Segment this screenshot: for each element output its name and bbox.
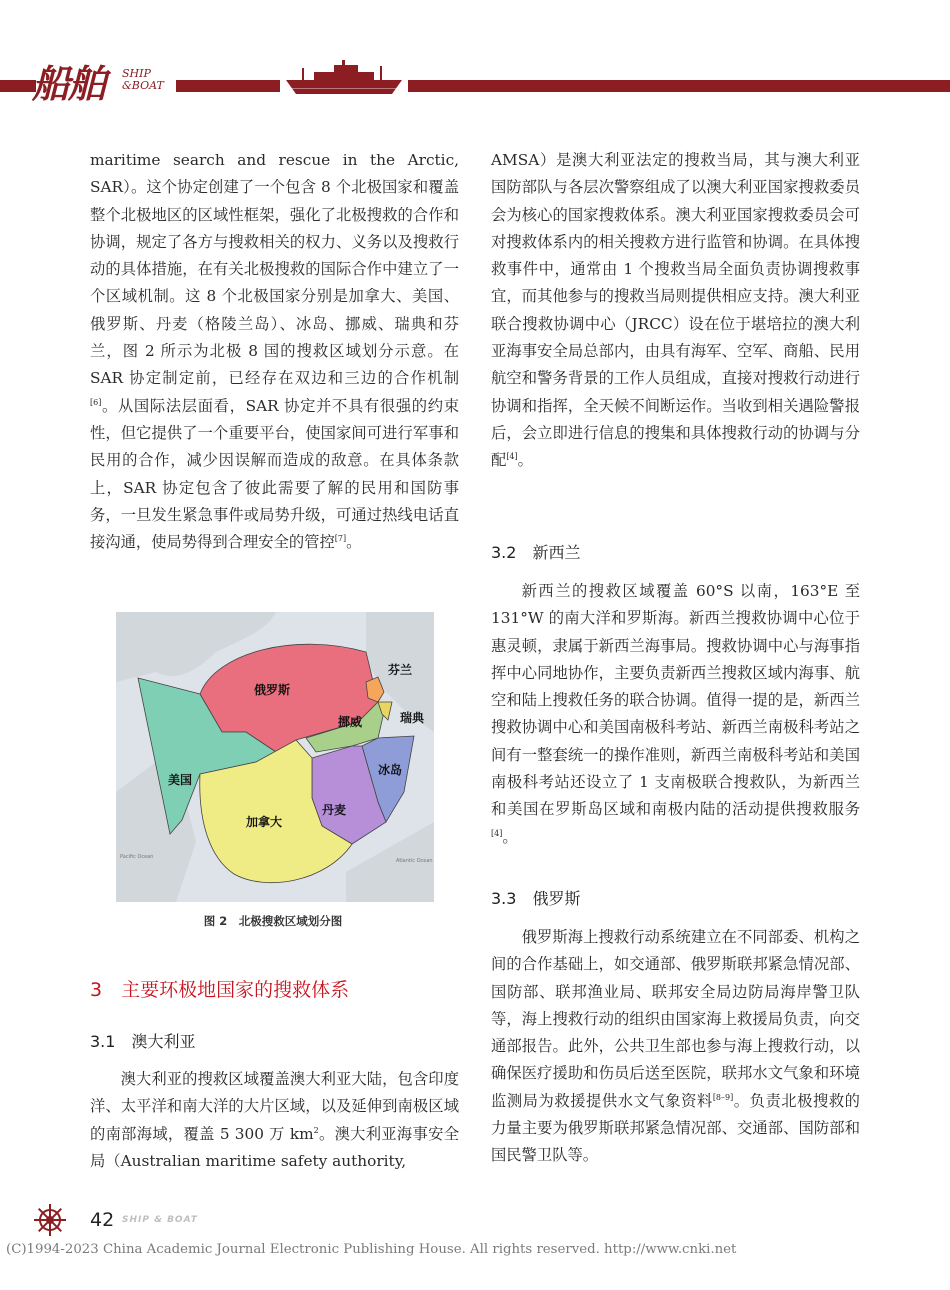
right-column-text (491, 147, 860, 475)
arctic-sar-map (116, 612, 434, 902)
section-3-1-text (90, 1066, 459, 1175)
map-label-finland: 芬兰 (388, 663, 413, 677)
figure-caption: 图 2 北极搜救区域划分图 (203, 914, 343, 928)
footer-brand: SHIP & BOAT (122, 1215, 198, 1225)
paragraph: 俄罗斯海上搜救行动系统建立在不同部委、机构之间的合作基础上，如交通部、俄罗斯联邦紧急情况部、国防部、联邦渔业局、联邦安全局边防局海岸警卫队等，海上搜救行动的组织由国家海上救援局负责，向交通部报告。此外，公共卫生部也参与海上搜救行动，以确保医疗援助和伤员后送至医院，联邦水文气象和环境监测局为救援提供水文气象资料[8–9]。负责北极搜救的力量主要为俄罗斯联邦紧急情况部、交通部、国防部和国民警卫队等。 (491, 928, 860, 1165)
map-label-norway: 挪威 (338, 715, 363, 729)
section-3-1-heading: 3.1 澳大利亚 (90, 1032, 196, 1051)
logo-en-line1: SHIP (122, 67, 151, 80)
header-bar-left (0, 80, 36, 92)
paragraph: 新西兰的搜救区域覆盖 60°S 以南，163°E 至 131°W 的南大洋和罗斯海。新西兰搜救协调中心位于惠灵顿，隶属于新西兰海事局。搜救协调中心与海事指挥中心同地协作，主要负责新西兰搜救区域内海事、航空和陆上搜救任务的联合协调。值得一提的是，新西兰搜救协调中心和美国南极科考站、新西兰南极科考站之间有一整套统一的操作准则，新西兰南极科考站和美国南极科考站还设立了 1 支南极联合搜救队，为新西兰和美国在罗斯岛区域和南极内陆的活动提供搜救服务[4]。 (491, 582, 860, 846)
citation: [4] (506, 452, 518, 462)
page-number: 42 (90, 1209, 115, 1231)
map-label-iceland: 冰岛 (378, 763, 403, 777)
map-label-russia: 俄罗斯 (254, 683, 291, 697)
section-3-2-heading: 3.2 新西兰 (491, 543, 581, 562)
copyright-notice: (C)1994-2023 China Academic Journal Electronic Publishing House. All rights reserved. http://www.cnki.net (6, 1242, 737, 1257)
section-3-3-text (491, 924, 860, 1170)
ship-wheel-icon (32, 1202, 68, 1238)
map-water-pacific: Pacific Ocean (120, 854, 154, 860)
map-label-sweden: 瑞典 (400, 711, 425, 725)
journal-logo-en (122, 68, 172, 92)
logo-en-line2: &BOAT (122, 79, 164, 92)
citation: [6] (90, 397, 102, 407)
citation: [8–9] (712, 1092, 734, 1102)
ship-icon (284, 60, 404, 100)
map-water-atlantic: Atlantic Ocean (396, 858, 433, 864)
section-3-2-text (491, 578, 860, 851)
paragraph: AMSA）是澳大利亚法定的搜救当局，其与澳大利亚国防部队与各层次警察组成了以澳大利亚国家搜救委员会为核心的国家搜救体系。澳大利亚国家搜救委员会可对搜救体系内的相关搜救方进行监管和协调。在具体搜救事件中，通常由 1 个搜救当局全面负责协调搜救事宜，而其他参与的搜救当局则提供相应支持。澳大利亚联合搜救协调中心（JRCC）设在位于堪培拉的澳大利亚海事安全局总部内，由具有海军、空军、商船、民用航空和警务背景的工作人员组成，直接对搜救行动进行协调和指挥，全天候不间断运作。当收到相关遇险警报后，会立即进行信息的搜集和具体搜救行动的协调与分配[4]。 (491, 151, 860, 470)
left-column-text (90, 147, 459, 556)
citation: [7] (334, 534, 347, 544)
map-label-canada: 加拿大 (246, 815, 283, 829)
section-3-3-heading: 3.3 俄罗斯 (491, 889, 581, 908)
citation: [4] (491, 828, 503, 838)
header-bar-right (408, 80, 950, 92)
map-label-denmark: 丹麦 (322, 803, 347, 817)
map-label-usa: 美国 (168, 773, 193, 787)
paragraph: maritime search and rescue in the Arctic, SAR）。这个协定创建了一个包含 8 个北极国家和覆盖整个北极地区的区域性框架，强化了北极搜救的合作和协调，规定了各方与搜救相关的权力、义务以及搜救行动的具体措施，在有关北极搜救的国际合作中建立了一个区域机制。这 8 个北极国家分别是加拿大、美国、俄罗斯、丹麦（格陵兰岛）、冰岛、挪威、瑞典和芬兰，图 2 所示为北极 8 国的搜救区域划分示意。在 SAR 协定制定前，已经存在双边和三边的合作机制[6]。从国际法层面看，SAR 协定并不具有很强的约束性，但它提供了一个重要平台，使国家间可进行军事和民用的合作，减少因误解而造成的敌意。在具体条款上，SAR 协定包含了彼此需要了解的民用和国防事务，一旦发生紧急事件或局势升级，可通过热线电话直接沟通，使局势得到合理安全的管控[7]。 (90, 151, 459, 552)
section-3-heading: 3 主要环极地国家的搜救体系 (90, 979, 350, 1001)
journal-logo: 船舶 (32, 62, 105, 106)
header-bar-middle (176, 80, 280, 92)
paragraph: 澳大利亚的搜救区域覆盖澳大利亚大陆，包含印度洋、太平洋和南大洋的大片区域，以及延伸到南极区域的南部海域，覆盖 5 300 万 $km^2$。澳大利亚海事安全局（Australian maritime safety authority, (90, 1070, 459, 1170)
